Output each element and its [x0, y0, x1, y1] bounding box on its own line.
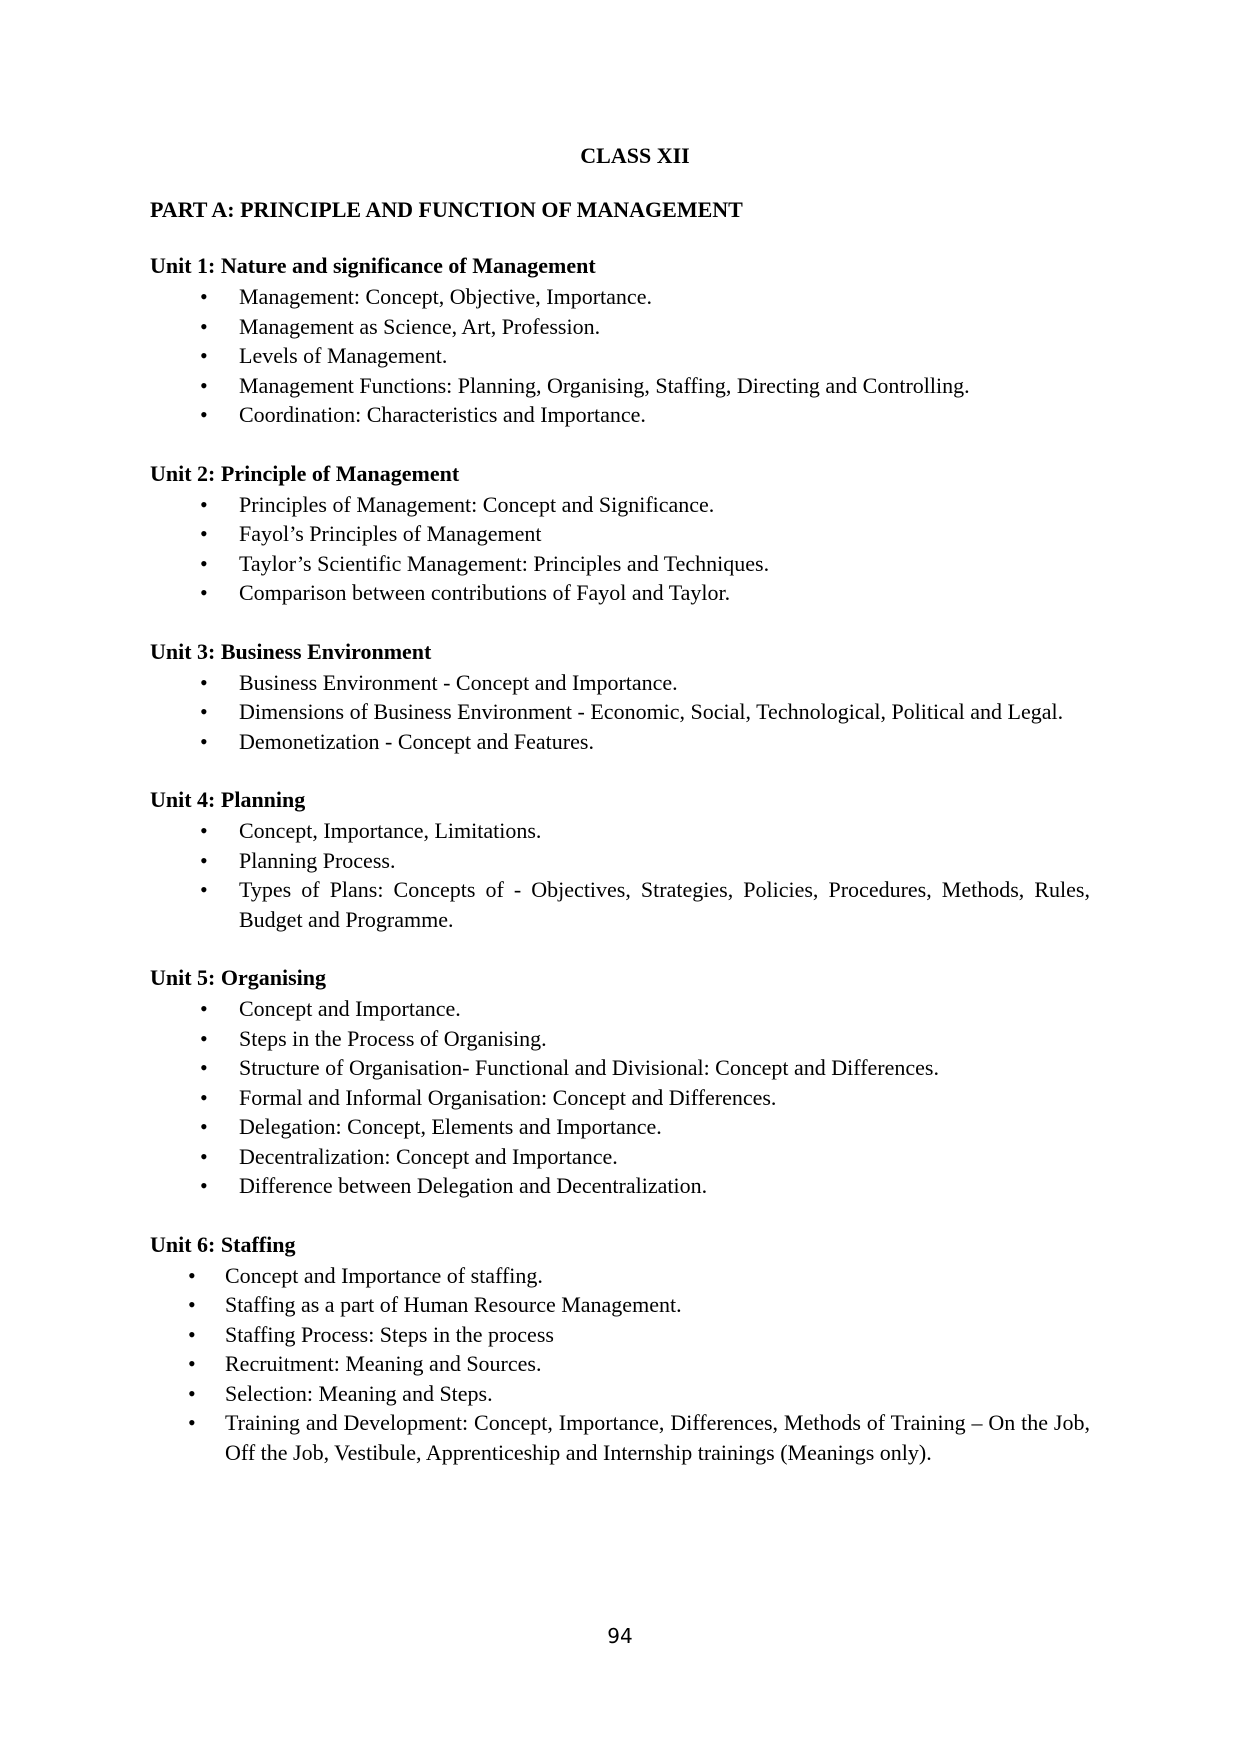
list-item-text: Formal and Informal Organisation: Concept and Differences. — [239, 1084, 777, 1110]
unit-title: Unit 2: Principle of Management — [150, 460, 460, 486]
bullet-icon: • — [200, 1114, 208, 1139]
list-item-text: Coordination: Characteristics and Importance. — [239, 402, 646, 427]
unit-topic-list — [150, 816, 1090, 934]
list-item-text: Management Functions: Planning, Organising, Staffing, Directing and Controlling. — [239, 372, 970, 398]
unit-title: Unit 3: Business Environment — [150, 638, 432, 664]
list-item-text: Steps in the Process of Organising. — [239, 1025, 547, 1051]
unit-topic-list — [150, 668, 1090, 757]
unit-title: Unit 6: Staffing — [150, 1231, 296, 1257]
bullet-icon: • — [200, 550, 208, 576]
unit-section — [150, 638, 1090, 757]
list-item — [150, 490, 1090, 520]
list-item-text: Decentralization: Concept and Importance. — [239, 1143, 618, 1169]
list-item-text: Fayol’s Principles of Management — [239, 521, 542, 546]
list-item-text: Management: Concept, Objective, Importance. — [239, 284, 652, 309]
bullet-icon: • — [200, 847, 208, 873]
bullet-icon: • — [188, 1321, 196, 1347]
list-item — [150, 1142, 1090, 1172]
bullet-icon: • — [188, 1410, 196, 1435]
unit-title: Unit 5: Organising — [150, 965, 327, 990]
list-item — [150, 1171, 1090, 1201]
bullet-icon: • — [200, 343, 208, 368]
bullet-icon: • — [200, 491, 208, 517]
list-item-text: Staffing Process: Steps in the process — [225, 1321, 554, 1347]
document-page — [150, 142, 1090, 1497]
list-item — [150, 371, 1090, 401]
list-item — [150, 1083, 1090, 1113]
list-item — [150, 578, 1090, 608]
list-item-text: Selection: Meaning and Steps. — [225, 1380, 493, 1406]
list-item — [150, 282, 1090, 312]
list-item-text: Types of Plans: Concepts of - Objectives, Strategies, Policies, Procedures, Methods, Rules, Budget and Programme. — [239, 877, 1090, 932]
list-item-text: Dimensions of Business Environment - Economic, Social, Technological, Political and Legal. — [239, 699, 1064, 724]
bullet-icon: • — [188, 1292, 196, 1317]
list-item — [150, 1379, 1090, 1409]
list-item — [150, 727, 1090, 757]
list-item — [150, 816, 1090, 846]
bullet-icon: • — [200, 313, 208, 339]
list-item-text: Recruitment: Meaning and Sources. — [225, 1351, 542, 1376]
unit-section — [150, 964, 1090, 1201]
unit-section — [150, 252, 1090, 430]
list-item — [150, 1261, 1090, 1291]
list-item — [150, 846, 1090, 876]
list-item-text: Staffing as a part of Human Resource Management. — [225, 1292, 682, 1317]
bullet-icon: • — [188, 1380, 196, 1406]
list-item — [150, 341, 1090, 371]
unit-section — [150, 786, 1090, 934]
list-item-text: Business Environment - Concept and Importance. — [239, 669, 678, 695]
bullet-icon: • — [200, 996, 208, 1021]
list-item — [150, 994, 1090, 1024]
list-item — [150, 400, 1090, 430]
list-item-text: Difference between Delegation and Decentralization. — [239, 1173, 708, 1198]
list-item-text: Concept, Importance, Limitations. — [239, 818, 542, 843]
list-item — [150, 1408, 1090, 1467]
list-item-text: Comparison between contributions of Fayol and Taylor. — [239, 580, 731, 605]
list-item — [150, 1320, 1090, 1350]
bullet-icon: • — [200, 877, 208, 902]
bullet-icon: • — [188, 1351, 196, 1376]
unit-topic-list — [150, 994, 1090, 1201]
bullet-icon: • — [200, 1084, 208, 1110]
bullet-icon: • — [200, 699, 208, 724]
class-title: CLASS XII — [580, 143, 690, 168]
bullet-icon: • — [200, 818, 208, 843]
bullet-icon: • — [200, 580, 208, 605]
unit-title: Unit 4: Planning — [150, 787, 306, 812]
list-item-text: Delegation: Concept, Elements and Importance. — [239, 1114, 662, 1139]
bullet-icon: • — [200, 284, 208, 309]
list-item — [150, 1349, 1090, 1379]
list-item-text: Taylor’s Scientific Management: Principles and Techniques. — [239, 550, 770, 576]
list-item — [150, 549, 1090, 579]
bullet-icon: • — [200, 372, 208, 398]
bullet-icon: • — [200, 1025, 208, 1051]
list-item — [150, 519, 1090, 549]
unit-title: Unit 1: Nature and significance of Management — [150, 253, 596, 278]
list-item — [150, 1024, 1090, 1054]
page-number: 94 — [607, 1624, 633, 1648]
list-item-text: Principles of Management: Concept and Significance. — [239, 491, 715, 517]
list-item — [150, 875, 1090, 934]
list-item-text: Concept and Importance of staffing. — [225, 1262, 543, 1288]
list-item — [150, 1053, 1090, 1083]
list-item — [150, 697, 1090, 727]
list-item-text: Training and Development: Concept, Importance, Differences, Methods of Training – On the Job, Off the Job, Vestibule, Apprenticeship and Internship trainings (Meanings only). — [225, 1410, 1090, 1465]
bullet-icon: • — [200, 728, 208, 754]
part-title: PART A: PRINCIPLE AND FUNCTION OF MANAGEMENT — [150, 197, 743, 222]
list-item — [150, 1112, 1090, 1142]
unit-section — [150, 460, 1090, 608]
unit-topic-list — [150, 282, 1090, 430]
unit-section — [150, 1231, 1090, 1468]
unit-topic-list — [150, 490, 1090, 608]
bullet-icon: • — [200, 402, 208, 427]
list-item-text: Demonetization - Concept and Features. — [239, 728, 594, 754]
list-item — [150, 668, 1090, 698]
list-item-text: Management as Science, Art, Profession. — [239, 313, 601, 339]
bullet-icon: • — [200, 1173, 208, 1198]
bullet-icon: • — [200, 669, 208, 695]
list-item-text: Structure of Organisation- Functional and Divisional: Concept and Differences. — [239, 1055, 939, 1080]
list-item-text: Concept and Importance. — [239, 996, 461, 1021]
bullet-icon: • — [200, 521, 208, 546]
list-item — [150, 312, 1090, 342]
list-item-text: Levels of Management. — [239, 343, 448, 368]
bullet-icon: • — [188, 1262, 196, 1288]
list-item — [150, 1290, 1090, 1320]
list-item-text: Planning Process. — [239, 847, 396, 873]
bullet-icon: • — [200, 1143, 208, 1169]
unit-topic-list — [150, 1261, 1090, 1468]
bullet-icon: • — [200, 1055, 208, 1080]
